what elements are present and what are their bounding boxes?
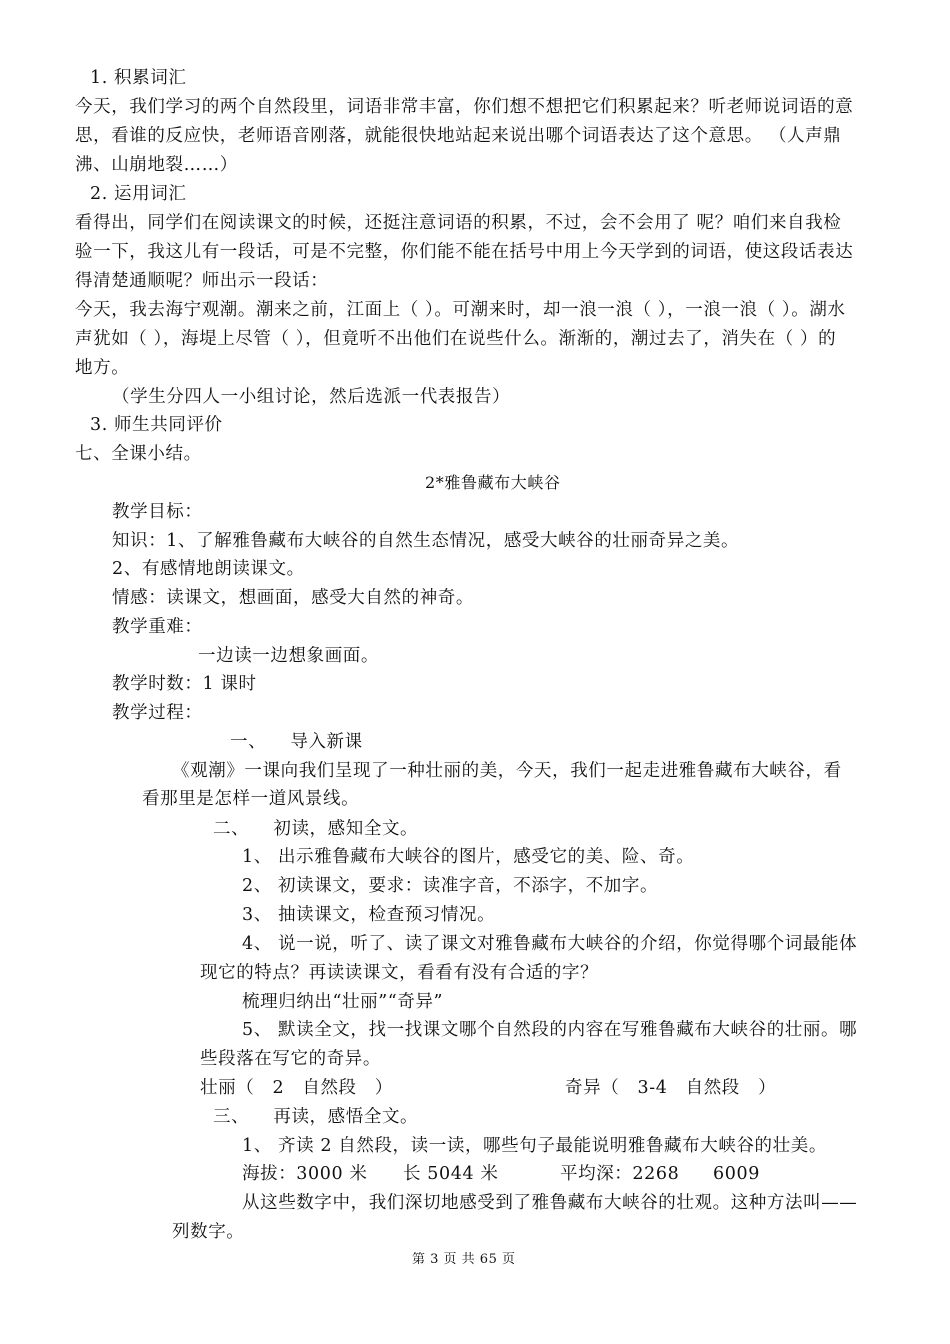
step-line: 梳理归纳出“壮丽”“奇异” — [242, 992, 444, 1012]
paragraph-line: 看得出，同学们在阅读课文的时候，还挺注意词语的积累，不过，会不会用了 呢？咱们来自我检 — [75, 213, 842, 233]
section-three-heading: 三、 再读，感悟全文。 — [213, 1107, 419, 1127]
paragraph-line: 验一下，我这儿有一段话，可是不完整，你们能不能在括号中用上今天学到的词语，使这段话表达 — [75, 242, 854, 262]
heading-use-vocabulary: 2. 运用词汇 — [90, 184, 187, 204]
paragraph-line: 《观潮》一课向我们呈现了一种壮丽的美，今天，我们一起走进雅鲁藏布大峡谷，看 — [172, 761, 842, 781]
average-depth-figure: 平均深：2268 — [560, 1164, 680, 1184]
paragraph-line: 今天，我们学习的两个自然段里，词语非常丰富，你们想不想把它们积累起来？听老师说词语的意 — [75, 97, 854, 117]
magnificent-paragraphs: 壮丽（ 2 自然段 ） — [200, 1078, 393, 1098]
exercise-line: 声犹如（ ），海堤上尽管（ ），但竟听不出他们在说些什么。渐渐的，潮过去了，消失在（ ）的 — [75, 329, 837, 349]
step-line: 5、 默读全文，找一找课文哪个自然段的内容在写雅鲁藏布大峡谷的壮丽。哪 — [242, 1020, 858, 1040]
heading-summary: 七、全课小结。 — [75, 444, 202, 464]
page-footer: 第 3 页 共 65 页 — [412, 1252, 516, 1267]
key-point-text: 一边读一边想象画面。 — [198, 646, 379, 666]
step-line: 现它的特点？再读读课文，看看有没有合适的字？ — [200, 963, 599, 983]
paragraph-line: 列数字。 — [172, 1222, 245, 1242]
section-one-heading: 一、 导入新课 — [230, 732, 363, 752]
length-figure: 长 5044 米 — [403, 1164, 499, 1184]
lesson-title: 2*雅鲁藏布大峡谷 — [425, 473, 561, 492]
step-line: 1、 出示雅鲁藏布大峡谷的图片，感受它的美、险、奇。 — [242, 847, 695, 867]
label-key-points: 教学重难： — [112, 617, 203, 637]
exercise-line: 地方。 — [75, 358, 130, 378]
heading-accumulate-vocabulary: 1. 积累词汇 — [90, 68, 187, 88]
step-line: 4、 说一说，听了、读了课文对雅鲁藏布大峡谷的介绍，你觉得哪个词最能体 — [242, 934, 858, 954]
heading-evaluation: 3. 师生共同评价 — [90, 415, 223, 435]
step-line: 些段落在写它的奇异。 — [200, 1049, 381, 1069]
altitude-figure: 海拔：3000 米 — [242, 1164, 368, 1184]
depth-figure: 6009 — [713, 1164, 760, 1184]
label-teaching-process: 教学过程： — [112, 703, 203, 723]
step-line: 3、 抽读课文，检查预习情况。 — [242, 905, 496, 925]
paragraph-line: 沸、山崩地裂……） — [75, 155, 238, 175]
goal-emotion: 情感：读课文，想画面，感受大自然的神奇。 — [112, 588, 474, 608]
paragraph-line: 思，看谁的反应快，老师语音刚落，就能很快地站起来说出哪个词语表达了这个意思。 （人声鼎 — [75, 126, 842, 146]
step-line: 1、 齐读 2 自然段，读一读，哪些句子最能说明雅鲁藏布大峡谷的壮美。 — [242, 1136, 827, 1156]
paragraph-line: 看那里是怎样一道风景线。 — [142, 789, 360, 809]
wondrous-paragraphs: 奇异（ 3-4 自然段 ） — [565, 1078, 777, 1098]
step-line: 2、 初读课文，要求：读准字音，不添字，不加字。 — [242, 876, 659, 896]
paragraph-line: 从这些数字中，我们深切地感受到了雅鲁藏布大峡谷的壮观。这种方法叫—— — [242, 1193, 858, 1213]
paragraph-line: 得清楚通顺呢？师出示一段话： — [75, 271, 329, 291]
exercise-line: 今天，我去海宁观潮。潮来之前，江面上（ ）。可潮来时，却一浪一浪（ ），一浪一浪（ ）。湖水 — [75, 300, 846, 320]
teaching-hours: 教学时数：1 课时 — [112, 674, 257, 694]
section-two-heading: 二、 初读，感知全文。 — [213, 819, 419, 839]
activity-note: （学生分四人一小组讨论，然后选派一代表报告） — [112, 387, 511, 407]
label-teaching-goals: 教学目标： — [112, 502, 203, 522]
goal-knowledge: 知识：1、了解雅鲁藏布大峡谷的自然生态情况，感受大峡谷的壮丽奇异之美。 — [112, 531, 740, 551]
goal-reading: 2、有感情地朗读课文。 — [112, 559, 305, 579]
